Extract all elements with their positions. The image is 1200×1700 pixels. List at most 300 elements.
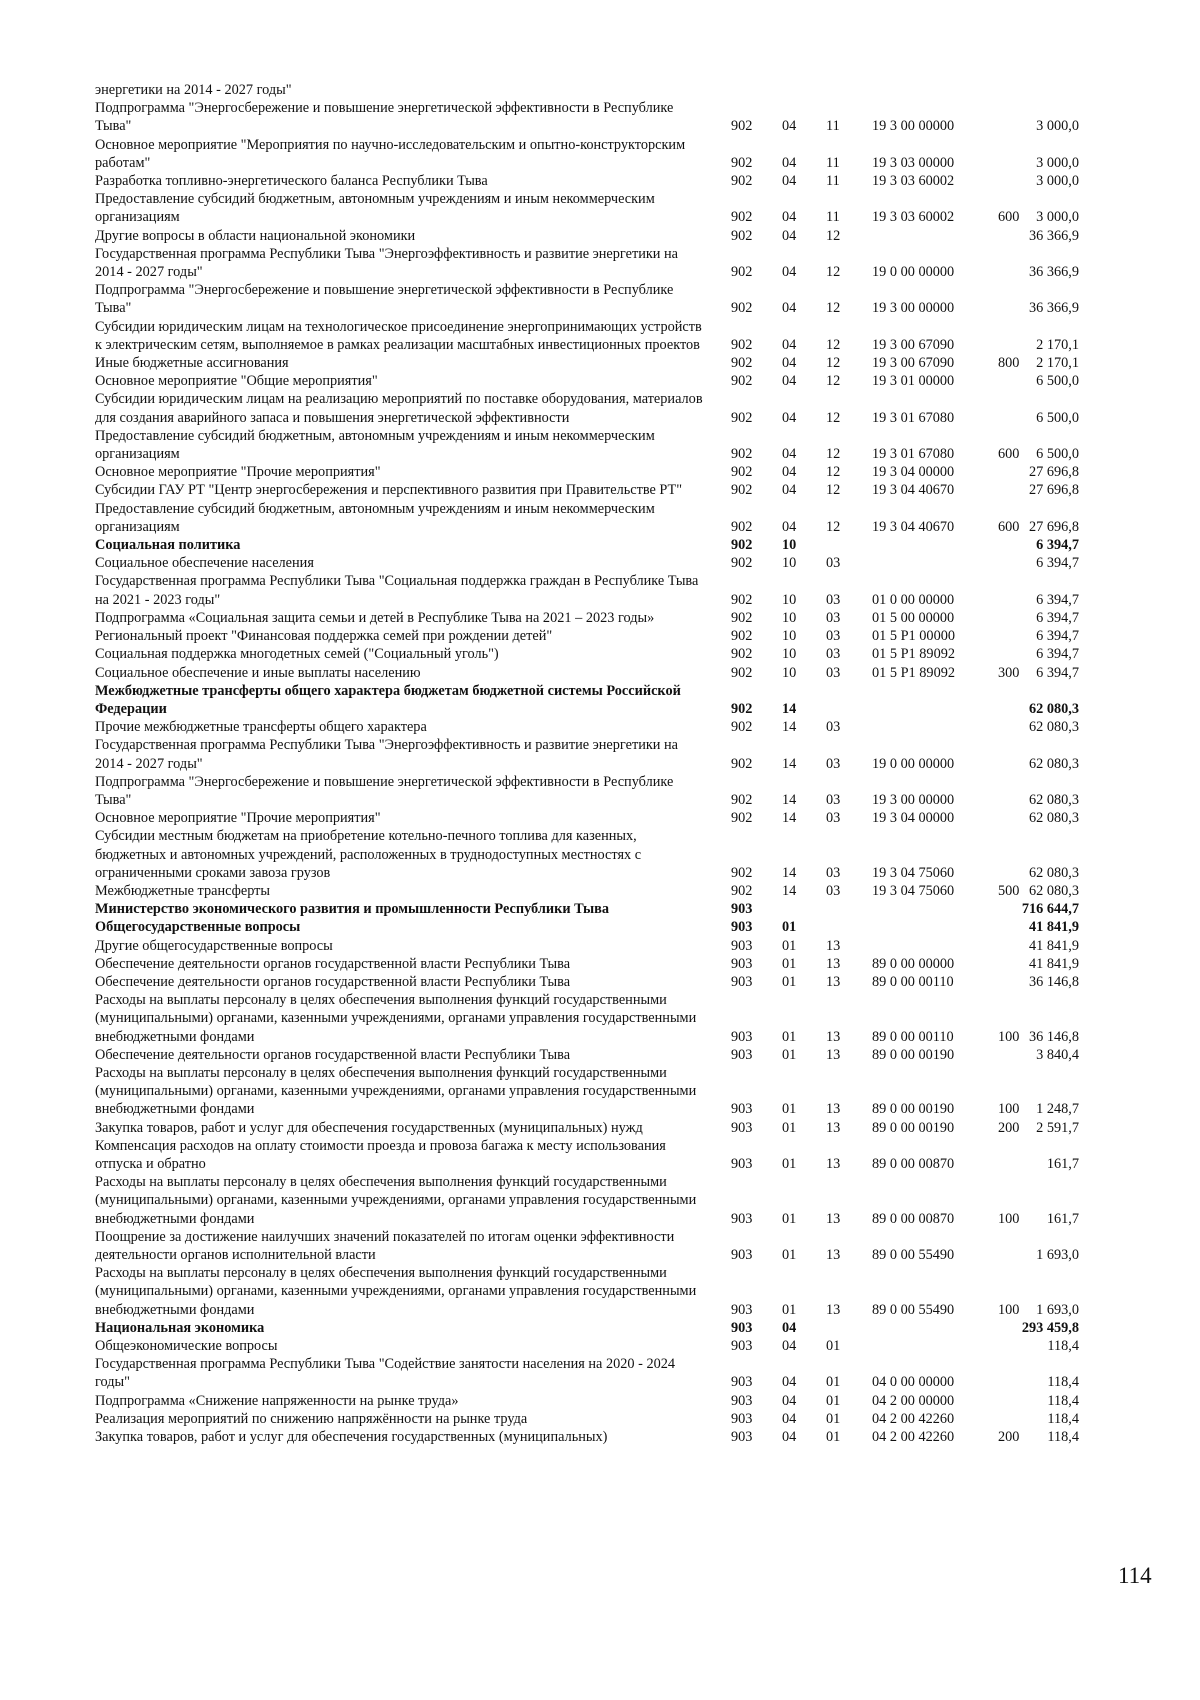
section-code: 04 xyxy=(782,300,797,317)
section-code: 01 xyxy=(782,937,797,954)
ministry-code: 903 xyxy=(731,973,753,990)
target-article-code: 89 0 00 00110 xyxy=(872,973,954,990)
section-code: 01 xyxy=(782,1119,797,1136)
amount: 2 591,7 xyxy=(1036,1119,1079,1136)
ministry-code: 902 xyxy=(731,628,753,645)
section-code: 14 xyxy=(782,700,797,717)
table-row xyxy=(95,645,1155,663)
amount: 3 000,0 xyxy=(1036,209,1079,226)
row-description: Предоставление субсидий бюджетным, автономным учреждениям и иным некоммерческим организациям xyxy=(95,427,655,463)
row-description: Компенсация расходов на оплату стоимости проезда и провоза багажа к месту использования отпуска и обратно xyxy=(95,1137,666,1172)
ministry-code: 903 xyxy=(731,919,753,936)
amount: 62 080,3 xyxy=(1028,882,1079,899)
target-article-code: 89 0 00 00110 xyxy=(872,1028,954,1045)
ministry-code: 902 xyxy=(731,336,753,353)
target-article-code: 01 0 00 00000 xyxy=(872,591,955,608)
section-code: 01 xyxy=(782,919,797,936)
subsection-code: 12 xyxy=(826,227,841,244)
row-description: энергетики на 2014 - 2027 годы" xyxy=(95,82,292,98)
amount: 161,7 xyxy=(1046,1155,1079,1172)
ministry-code: 902 xyxy=(731,118,753,135)
subsection-code: 12 xyxy=(826,464,841,481)
target-article-code: 19 3 04 75060 xyxy=(872,882,955,899)
subsection-code: 13 xyxy=(826,1247,841,1263)
table-row xyxy=(95,955,1155,973)
section-code: 04 xyxy=(782,118,797,135)
table-row xyxy=(95,1228,1155,1264)
subsection-code: 13 xyxy=(826,1210,841,1227)
section-code: 10 xyxy=(782,555,797,572)
section-heading-row xyxy=(95,900,1155,918)
ministry-code: 903 xyxy=(731,1155,753,1172)
row-description: Обеспечение деятельности органов государственной власти Республики Тыва xyxy=(95,1046,571,1063)
table-row xyxy=(95,609,1155,627)
row-description: Субсидии юридическим лицам на технологическое присоединение энергопринимающих устройств к электрическим сетям, выполняемое в рамках реализации масштабных инвестиционных проектов xyxy=(95,318,702,353)
ministry-code: 903 xyxy=(731,1210,753,1227)
target-article-code: 19 3 00 67090 xyxy=(872,355,955,372)
amount: 161,7 xyxy=(1046,1210,1079,1227)
row-description: Расходы на выплаты персоналу в целях обеспечения выполнения функций государственными (муниципальными) органами, казенными учреждениями, органами управления государственными внебюджетными фондами xyxy=(95,992,697,1045)
section-code: 01 xyxy=(782,1301,797,1318)
target-article-code: 19 3 04 40670 xyxy=(872,518,955,535)
section-code: 04 xyxy=(782,446,797,463)
target-article-code: 19 3 00 00000 xyxy=(872,300,955,317)
expense-type-code: 600 xyxy=(998,446,1020,463)
amount: 1 693,0 xyxy=(1036,1301,1079,1318)
subsection-code: 13 xyxy=(826,1046,841,1063)
table-row xyxy=(95,245,1155,281)
ministry-code: 903 xyxy=(731,955,753,972)
table-row xyxy=(95,1173,1155,1228)
table-row xyxy=(95,172,1155,190)
ministry-code: 903 xyxy=(731,1410,753,1427)
section-code: 04 xyxy=(782,1410,797,1427)
section-code: 14 xyxy=(782,864,797,881)
section-code: 04 xyxy=(782,173,797,190)
row-description: Обеспечение деятельности органов государственной власти Республики Тыва xyxy=(95,955,571,972)
section-code: 10 xyxy=(782,537,797,554)
ministry-code: 902 xyxy=(731,700,753,717)
section-code: 14 xyxy=(782,719,797,736)
table-row xyxy=(95,354,1155,372)
row-description: Основное мероприятие "Общие мероприятия" xyxy=(95,373,378,390)
ministry-code: 903 xyxy=(731,901,753,918)
expense-type-code: 100 xyxy=(998,1210,1020,1227)
table-row xyxy=(95,81,1155,99)
table-row xyxy=(95,973,1155,991)
table-row xyxy=(95,1119,1155,1137)
subsection-code: 03 xyxy=(826,609,841,626)
subsection-code: 01 xyxy=(826,1410,841,1427)
subsection-code: 12 xyxy=(826,355,841,372)
subsection-code: 12 xyxy=(826,518,841,535)
subsection-code: 13 xyxy=(826,1101,841,1118)
amount: 3 840,4 xyxy=(1036,1046,1079,1063)
ministry-code: 902 xyxy=(731,609,753,626)
subsection-code: 13 xyxy=(826,1028,841,1045)
ministry-code: 902 xyxy=(731,264,753,281)
target-article-code: 19 3 03 60002 xyxy=(872,209,955,226)
amount: 27 696,8 xyxy=(1028,482,1079,499)
ministry-code: 902 xyxy=(731,537,753,554)
subsection-code: 03 xyxy=(826,719,841,736)
target-article-code: 19 3 03 00000 xyxy=(872,154,955,171)
subsection-code: 13 xyxy=(826,1119,841,1136)
target-article-code: 19 3 01 00000 xyxy=(872,373,955,390)
row-description: Основное мероприятие "Прочие мероприятия" xyxy=(95,464,381,481)
budget-table xyxy=(95,81,1155,1446)
table-row xyxy=(95,136,1155,172)
ministry-code: 902 xyxy=(731,864,753,881)
target-article-code: 19 3 03 60002 xyxy=(872,173,955,190)
ministry-code: 903 xyxy=(731,1101,753,1118)
section-heading-row xyxy=(95,536,1155,554)
section-code: 04 xyxy=(782,482,797,499)
expense-type-code: 200 xyxy=(998,1119,1020,1136)
subsection-code: 01 xyxy=(826,1374,841,1391)
section-code: 10 xyxy=(782,628,797,645)
ministry-code: 903 xyxy=(731,1374,753,1391)
subsection-code: 13 xyxy=(826,937,841,954)
section-code: 04 xyxy=(782,227,797,244)
row-description: Прочие межбюджетные трансферты общего характера xyxy=(95,719,427,736)
table-row xyxy=(95,809,1155,827)
section-code: 04 xyxy=(782,1319,797,1336)
subsection-code: 01 xyxy=(826,1392,841,1409)
row-description: Поощрение за достижение наилучших значений показателей по итогам оценки эффективности деятельности органов исполнительной власти xyxy=(95,1228,675,1263)
section-code: 01 xyxy=(782,1247,797,1263)
ministry-code: 902 xyxy=(731,464,753,481)
ministry-code: 902 xyxy=(731,646,753,663)
section-code: 01 xyxy=(782,955,797,972)
target-article-code: 19 3 04 00000 xyxy=(872,810,955,827)
table-row xyxy=(95,1392,1155,1410)
row-description: Подпрограмма "Энергосбережение и повышение энергетической эффективности в Республике Тыва" xyxy=(95,282,674,317)
amount: 118,4 xyxy=(1047,1374,1079,1391)
amount: 27 696,8 xyxy=(1028,464,1079,481)
ministry-code: 903 xyxy=(731,1319,753,1336)
target-article-code: 01 5 00 00000 xyxy=(872,609,955,626)
ministry-code: 902 xyxy=(731,882,753,899)
section-code: 14 xyxy=(782,882,797,899)
target-article-code: 89 0 00 00000 xyxy=(872,955,955,972)
table-row xyxy=(95,773,1155,809)
section-code: 04 xyxy=(782,464,797,481)
section-code: 14 xyxy=(782,810,797,827)
row-description: Другие вопросы в области национальной экономики xyxy=(95,227,416,244)
row-description: Предоставление субсидий бюджетным, автономным учреждениям и иным некоммерческим организациям xyxy=(95,500,655,535)
table-row xyxy=(95,481,1155,499)
row-description: Расходы на выплаты персоналу в целях обеспечения выполнения функций государственными (муниципальными) органами, казенными учреждениями, органами управления государственными внебюджетными фондами xyxy=(95,1174,697,1227)
section-heading-row xyxy=(95,682,1155,718)
subsection-code: 12 xyxy=(826,300,841,317)
section-code: 10 xyxy=(782,591,797,608)
table-row xyxy=(95,227,1155,245)
table-row xyxy=(95,664,1155,682)
amount: 6 394,7 xyxy=(1036,664,1079,681)
section-code: 01 xyxy=(782,1028,797,1045)
amount: 62 080,3 xyxy=(1028,810,1079,827)
target-article-code: 89 0 00 00870 xyxy=(872,1155,955,1172)
target-article-code: 19 3 00 67090 xyxy=(872,336,955,353)
target-article-code: 19 3 04 00000 xyxy=(872,464,955,481)
row-description: Реализация мероприятий по снижению напряжённости на рынке труда xyxy=(95,1410,528,1427)
table-row xyxy=(95,427,1155,463)
row-description: Подпрограмма "Энергосбережение и повышение энергетической эффективности в Республике Тыва" xyxy=(95,773,674,808)
amount: 62 080,3 xyxy=(1028,719,1079,736)
target-article-code: 19 3 00 00000 xyxy=(872,118,955,135)
row-description: Субсидии ГАУ РТ "Центр энергосбережения и перспективного развития при Правительстве РТ" xyxy=(95,482,683,499)
table-row xyxy=(95,500,1155,536)
subsection-code: 03 xyxy=(826,864,841,881)
row-description: Закупка товаров, работ и услуг для обеспечения государственных (муниципальных) нужд xyxy=(95,1119,643,1136)
target-article-code: 89 0 00 00870 xyxy=(872,1210,955,1227)
section-code: 01 xyxy=(782,1101,797,1118)
subsection-code: 12 xyxy=(826,409,841,426)
subsection-code: 03 xyxy=(826,628,841,645)
subsection-code: 03 xyxy=(826,791,841,808)
subsection-code: 03 xyxy=(826,810,841,827)
table-row xyxy=(95,390,1155,426)
section-code: 14 xyxy=(782,755,797,772)
row-description: Основное мероприятие "Прочие мероприятия" xyxy=(95,810,381,827)
row-description: Общеэкономические вопросы xyxy=(95,1338,278,1355)
row-description: Расходы на выплаты персоналу в целях обеспечения выполнения функций государственными (муниципальными) органами, казенными учреждениями, органами управления государственными внебюджетными фондами xyxy=(95,1064,697,1118)
row-description: Подпрограмма «Снижение напряженности на рынке труда» xyxy=(95,1392,459,1409)
page-number: 114 xyxy=(1118,1563,1152,1588)
subsection-code: 03 xyxy=(826,755,841,772)
section-code: 01 xyxy=(782,973,797,990)
section-code: 04 xyxy=(782,1392,797,1409)
row-description: Другие общегосударственные вопросы xyxy=(95,937,333,954)
section-code: 04 xyxy=(782,409,797,426)
ministry-code: 902 xyxy=(731,300,753,317)
table-row xyxy=(95,463,1155,481)
target-article-code: 19 3 00 00000 xyxy=(872,791,955,808)
expense-type-code: 100 xyxy=(998,1101,1020,1118)
target-article-code: 01 5 P1 89092 xyxy=(872,664,956,681)
ministry-code: 903 xyxy=(731,1338,753,1355)
section-code: 04 xyxy=(782,518,797,535)
amount: 62 080,3 xyxy=(1028,791,1079,808)
amount: 3 000,0 xyxy=(1036,118,1079,135)
subsection-code: 03 xyxy=(826,591,841,608)
amount: 1 693,0 xyxy=(1036,1247,1079,1263)
subsection-code: 13 xyxy=(826,955,841,972)
ministry-code: 903 xyxy=(731,1119,753,1136)
row-description: Социальная политика xyxy=(95,537,241,554)
section-code: 14 xyxy=(782,791,797,808)
table-row xyxy=(95,627,1155,645)
subsection-code: 13 xyxy=(826,973,841,990)
row-description: Основное мероприятие "Мероприятия по научно-исследовательским и опытно-конструкторским работам" xyxy=(95,136,686,171)
amount: 6 394,7 xyxy=(1036,555,1079,572)
subsection-code: 03 xyxy=(826,882,841,899)
section-code: 04 xyxy=(782,264,797,281)
ministry-code: 902 xyxy=(731,227,753,244)
section-code: 01 xyxy=(782,1155,797,1172)
section-code: 04 xyxy=(782,336,797,353)
row-description: Предоставление субсидий бюджетным, автономным учреждениям и иным некоммерческим организациям xyxy=(95,191,655,226)
expense-type-code: 300 xyxy=(998,664,1020,681)
ministry-code: 903 xyxy=(731,1429,753,1446)
expense-type-code: 800 xyxy=(998,355,1020,372)
section-code: 04 xyxy=(782,355,797,372)
row-description: Государственная программа Республики Тыва "Энергоэффективность и развитие энергетики на 2014 - 2027 годы" xyxy=(95,737,679,772)
amount: 118,4 xyxy=(1047,1410,1079,1427)
ministry-code: 902 xyxy=(731,209,753,226)
ministry-code: 902 xyxy=(731,791,753,808)
target-article-code: 01 5 P1 00000 xyxy=(872,628,956,645)
table-row xyxy=(95,1264,1155,1319)
row-description: Национальная экономика xyxy=(95,1319,265,1336)
target-article-code: 89 0 00 55490 xyxy=(872,1247,955,1263)
subsection-code: 12 xyxy=(826,446,841,463)
table-row xyxy=(95,572,1155,608)
table-row xyxy=(95,736,1155,772)
ministry-code: 902 xyxy=(731,173,753,190)
expense-type-code: 600 xyxy=(998,209,1020,226)
section-code: 01 xyxy=(782,1046,797,1063)
amount: 6 394,7 xyxy=(1036,591,1079,608)
ministry-code: 903 xyxy=(731,937,753,954)
table-row xyxy=(95,318,1155,354)
ministry-code: 903 xyxy=(731,1046,753,1063)
subsection-code: 03 xyxy=(826,664,841,681)
ministry-code: 903 xyxy=(731,1247,753,1263)
target-article-code: 19 0 00 00000 xyxy=(872,755,955,772)
subsection-code: 12 xyxy=(826,336,841,353)
subsection-code: 03 xyxy=(826,555,841,572)
ministry-code: 902 xyxy=(731,591,753,608)
ministry-code: 902 xyxy=(731,482,753,499)
ministry-code: 902 xyxy=(731,719,753,736)
row-description: Иные бюджетные ассигнования xyxy=(95,355,289,372)
amount: 27 696,8 xyxy=(1028,518,1079,535)
subsection-code: 12 xyxy=(826,482,841,499)
row-description: Межбюджетные трансферты xyxy=(95,882,271,899)
row-description: Министерство экономического развития и промышленности Республики Тыва xyxy=(95,901,609,918)
amount: 2 170,1 xyxy=(1036,355,1079,372)
amount: 6 500,0 xyxy=(1036,373,1079,390)
section-code: 04 xyxy=(782,209,797,226)
table-row xyxy=(95,554,1155,572)
amount: 293 459,8 xyxy=(1021,1319,1079,1336)
amount: 6 394,7 xyxy=(1036,537,1079,554)
row-description: Расходы на выплаты персоналу в целях обеспечения выполнения функций государственными (муниципальными) органами, казенными учреждениями, органами управления государственными внебюджетными фондами xyxy=(95,1265,697,1318)
section-code: 04 xyxy=(782,1374,797,1391)
section-heading-row xyxy=(95,918,1155,936)
amount: 118,4 xyxy=(1047,1429,1079,1446)
section-code: 10 xyxy=(782,609,797,626)
section-code: 04 xyxy=(782,1338,797,1355)
subsection-code: 13 xyxy=(826,1155,841,1172)
section-code: 10 xyxy=(782,664,797,681)
ministry-code: 902 xyxy=(731,355,753,372)
amount: 41 841,9 xyxy=(1028,937,1079,954)
amount: 36 366,9 xyxy=(1028,264,1079,281)
subsection-code: 11 xyxy=(826,118,840,135)
row-description: Обеспечение деятельности органов государственной власти Республики Тыва xyxy=(95,973,571,990)
amount: 118,4 xyxy=(1047,1392,1079,1409)
target-article-code: 04 2 00 42260 xyxy=(872,1429,955,1446)
table-row xyxy=(95,1428,1155,1446)
target-article-code: 04 2 00 00000 xyxy=(872,1392,955,1409)
table-row xyxy=(95,1137,1155,1173)
row-description: Государственная программа Республики Тыва "Социальная поддержка граждан в Республике Тыва на 2021 - 2023 годы" xyxy=(95,573,699,608)
amount: 62 080,3 xyxy=(1028,700,1079,717)
subsection-code: 01 xyxy=(826,1429,841,1446)
target-article-code: 19 3 01 67080 xyxy=(872,409,955,426)
expense-type-code: 100 xyxy=(998,1301,1020,1318)
table-row xyxy=(95,718,1155,736)
table-row xyxy=(95,827,1155,882)
table-row xyxy=(95,281,1155,317)
row-description: Социальное обеспечение населения xyxy=(95,555,314,572)
section-code: 04 xyxy=(782,1429,797,1446)
table-row xyxy=(95,1410,1155,1428)
amount: 6 394,7 xyxy=(1036,609,1079,626)
amount: 36 366,9 xyxy=(1028,300,1079,317)
ministry-code: 902 xyxy=(731,154,753,171)
expense-type-code: 500 xyxy=(998,882,1020,899)
amount: 3 000,0 xyxy=(1036,173,1079,190)
amount: 62 080,3 xyxy=(1028,864,1079,881)
ministry-code: 902 xyxy=(731,755,753,772)
section-heading-row xyxy=(95,1319,1155,1337)
subsection-code: 01 xyxy=(826,1338,841,1355)
amount: 118,4 xyxy=(1047,1338,1079,1355)
ministry-code: 902 xyxy=(731,446,753,463)
ministry-code: 903 xyxy=(731,1392,753,1409)
amount: 6 394,7 xyxy=(1036,646,1079,663)
table-row xyxy=(95,937,1155,955)
subsection-code: 03 xyxy=(826,646,841,663)
target-article-code: 04 0 00 00000 xyxy=(872,1374,955,1391)
subsection-code: 11 xyxy=(826,209,840,226)
table-row xyxy=(95,99,1155,135)
row-description: Подпрограмма «Социальная защита семьи и детей в Республике Тыва на 2021 – 2023 годы» xyxy=(95,609,655,626)
ministry-code: 902 xyxy=(731,518,753,535)
row-description: Государственная программа Республики Тыва "Энергоэффективность и развитие энергетики на 2014 - 2027 годы" xyxy=(95,245,679,281)
subsection-code: 12 xyxy=(826,264,841,281)
target-article-code: 89 0 00 00190 xyxy=(872,1101,955,1118)
table-row xyxy=(95,1337,1155,1355)
target-article-code: 89 0 00 00190 xyxy=(872,1119,955,1136)
section-code: 04 xyxy=(782,373,797,390)
row-description: Государственная программа Республики Тыва "Содействие занятости населения на 2020 - 2024 годы" xyxy=(95,1356,676,1391)
target-article-code: 04 2 00 42260 xyxy=(872,1410,955,1427)
amount: 36 146,8 xyxy=(1028,1028,1079,1045)
section-code: 01 xyxy=(782,1210,797,1227)
section-code: 10 xyxy=(782,646,797,663)
amount: 62 080,3 xyxy=(1028,755,1079,772)
expense-type-code: 200 xyxy=(998,1429,1020,1446)
target-article-code: 89 0 00 55490 xyxy=(872,1301,955,1318)
row-description: Социальное обеспечение и иные выплаты населению xyxy=(95,664,421,681)
row-description: Разработка топливно-энергетического баланса Республики Тыва xyxy=(95,173,488,190)
amount: 6 500,0 xyxy=(1036,409,1079,426)
amount: 6 500,0 xyxy=(1036,446,1079,463)
ministry-code: 903 xyxy=(731,1301,753,1318)
amount: 36 366,9 xyxy=(1028,227,1079,244)
subsection-code: 12 xyxy=(826,373,841,390)
amount: 36 146,8 xyxy=(1028,973,1079,990)
amount: 6 394,7 xyxy=(1036,628,1079,645)
amount: 41 841,9 xyxy=(1028,919,1079,936)
ministry-code: 902 xyxy=(731,555,753,572)
target-article-code: 89 0 00 00190 xyxy=(872,1046,955,1063)
